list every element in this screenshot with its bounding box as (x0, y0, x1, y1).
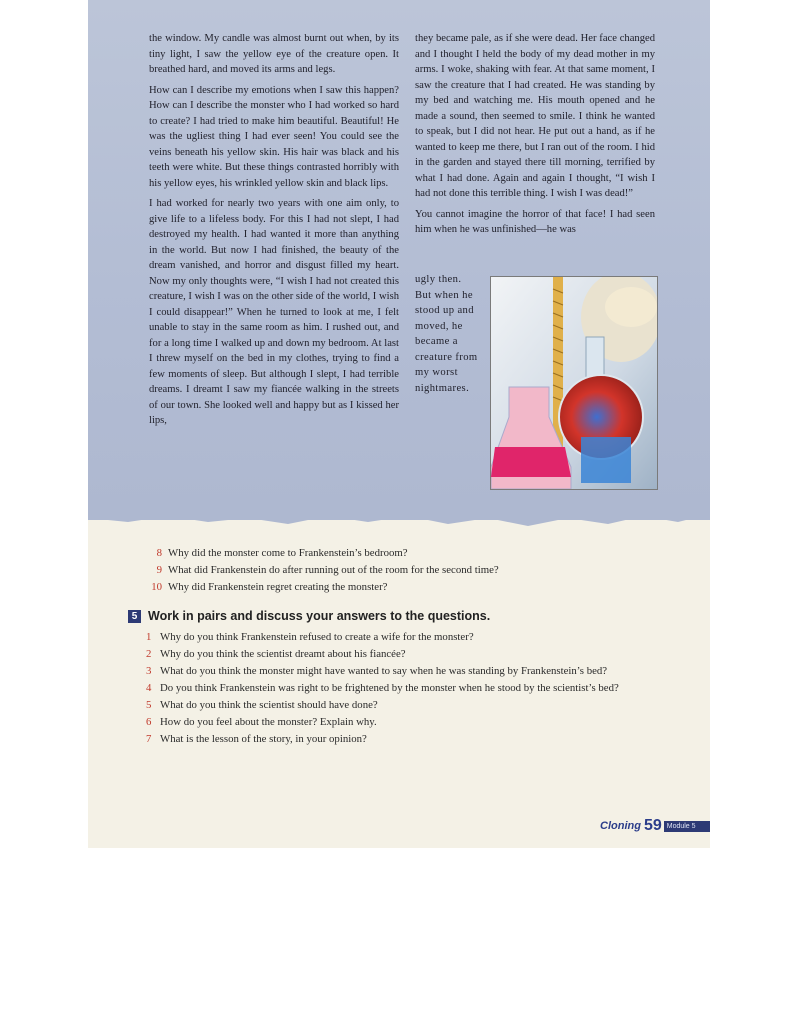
question-number: 4 (146, 682, 152, 694)
question-text: What do you think the scientist should have done? (160, 699, 378, 711)
question-text: What is the lesson of the story, in your opinion? (160, 733, 367, 745)
discussion-item (146, 663, 668, 680)
discussion-item (146, 714, 668, 731)
wrap-line: my worst (415, 367, 458, 378)
question-number: 6 (146, 716, 152, 728)
discussion-heading (128, 609, 668, 623)
exercise-number-badge: 5 (128, 610, 141, 623)
question-text: Why do you think Frankenstein refused to create a wife for the monster? (160, 631, 474, 643)
module-tab: Module 5 (664, 821, 710, 832)
question-text: Why did Frankenstein regret creating the monster? (168, 581, 388, 593)
textbook-page (88, 0, 710, 848)
wrap-line: stood up and (415, 305, 474, 316)
footer-subject: Cloning (600, 820, 641, 832)
question-text: Why did the monster come to Frankenstein’s bedroom? (168, 547, 408, 559)
story-right-column (415, 31, 655, 243)
torn-edge (88, 500, 710, 540)
discussion-heading-text: Work in pairs and discuss your answers to the questions. (148, 609, 491, 623)
question-number: 8 (156, 547, 162, 559)
discussion-item (146, 629, 668, 646)
wrap-line: creature from (415, 351, 478, 363)
discussion-item (146, 731, 668, 748)
question-text: How do you feel about the monster? Explain why. (160, 716, 377, 728)
question-number: 1 (146, 631, 152, 643)
story-wrap-text (415, 272, 485, 396)
question-text: What did Frankenstein do after running out of the room for the second time? (168, 564, 499, 576)
wrap-line: But when he (415, 289, 473, 301)
question-text: Why do you think the scientist dreamt about his fiancée? (160, 648, 406, 660)
question-item (148, 545, 499, 562)
page-footer (600, 817, 710, 835)
question-item (148, 562, 499, 579)
question-number: 7 (146, 733, 152, 745)
story-paragraph: the window. My candle was almost burnt out when, by its tiny light, I saw the yellow eye of the creature open. It breathed hard, and moved its arms and legs. (149, 33, 399, 75)
question-text: Do you think Frankenstein was right to be frightened by the monster when he stood by the scientist’s bed? (160, 682, 619, 694)
wrap-line: nightmares. (415, 382, 470, 394)
lab-flasks-photo (490, 276, 658, 490)
discussion-item (146, 646, 668, 663)
question-number: 5 (146, 699, 152, 711)
discussion-questions (146, 629, 668, 748)
question-item (148, 579, 499, 596)
discussion-item (146, 697, 668, 714)
comprehension-questions (148, 545, 499, 596)
question-text: What do you think the monster might have wanted to say when he was standing by Frankenstein’s bed? (160, 665, 608, 677)
question-number: 10 (151, 581, 162, 593)
story-paragraph: How can I describe my emotions when I saw this happen? How can I describe the monster who I had worked so hard to create? I had tried to make him beautiful. Beautiful! He was the ugliest thing I had ever seen! You could see the veins beneath his yellow skin. His hair was black and his teeth were white. But these things contrasted horribly with his yellow eyes, his wrinkled yellow skin and black lips. (149, 84, 399, 189)
story-paragraph: I had worked for nearly two years with one aim only, to give life to a lifeless body. For this I had not slept, I had destroyed my health. I had wanted it more than anything in the world. But now I had finished, the beauty of the dream vanished, and horror and disgust filled my heart. Now my only thoughts were, “I wish I had not created this creature, I wish I was on the other side of the world, I wish I could disappear!” When he turned to look at me, I felt unable to stay in the same room as him. I rushed out, and for a long time I walked up and down my bedroom. At last I threw myself on the bed in my clothes, trying to find a few moments of sleep. But although I slept, I had terrible dreams. I dreamt I saw my fiancée walking in the streets of our town. She looked well and happy but as I kissed her lips, (149, 198, 399, 426)
wrap-line: ugly then. (415, 274, 462, 285)
story-paragraph: You cannot imagine the horror of that face! I had seen him when he was unfinished—he was (415, 208, 655, 235)
wrap-line: moved, he (415, 320, 463, 332)
question-number: 3 (146, 665, 152, 677)
question-number: 2 (146, 648, 152, 660)
wrap-line: became a (415, 336, 458, 347)
story-left-column (149, 31, 399, 434)
discussion-item (146, 680, 668, 697)
question-number: 9 (156, 564, 162, 576)
discussion-section (128, 609, 668, 748)
page-number: 59 (643, 817, 662, 834)
story-paragraph: they became pale, as if she were dead. Her face changed and I thought I held the body of my dead mother in my arms. I woke, shaking with fear. At that same moment, I saw the creature that I had created. He was standing by my bed and watching me. His mouth opened and he made a sound, then seemed to smile. I think he wanted to speak, but I did not hear. He put out a hand, as if he wanted to keep me there, but I ran out of the room. I hid in the garden and stayed there till morning, terrified by what I had done. Again and again I thought, “I wish I had not done this terrible thing. I wish I was dead!” (415, 33, 655, 199)
